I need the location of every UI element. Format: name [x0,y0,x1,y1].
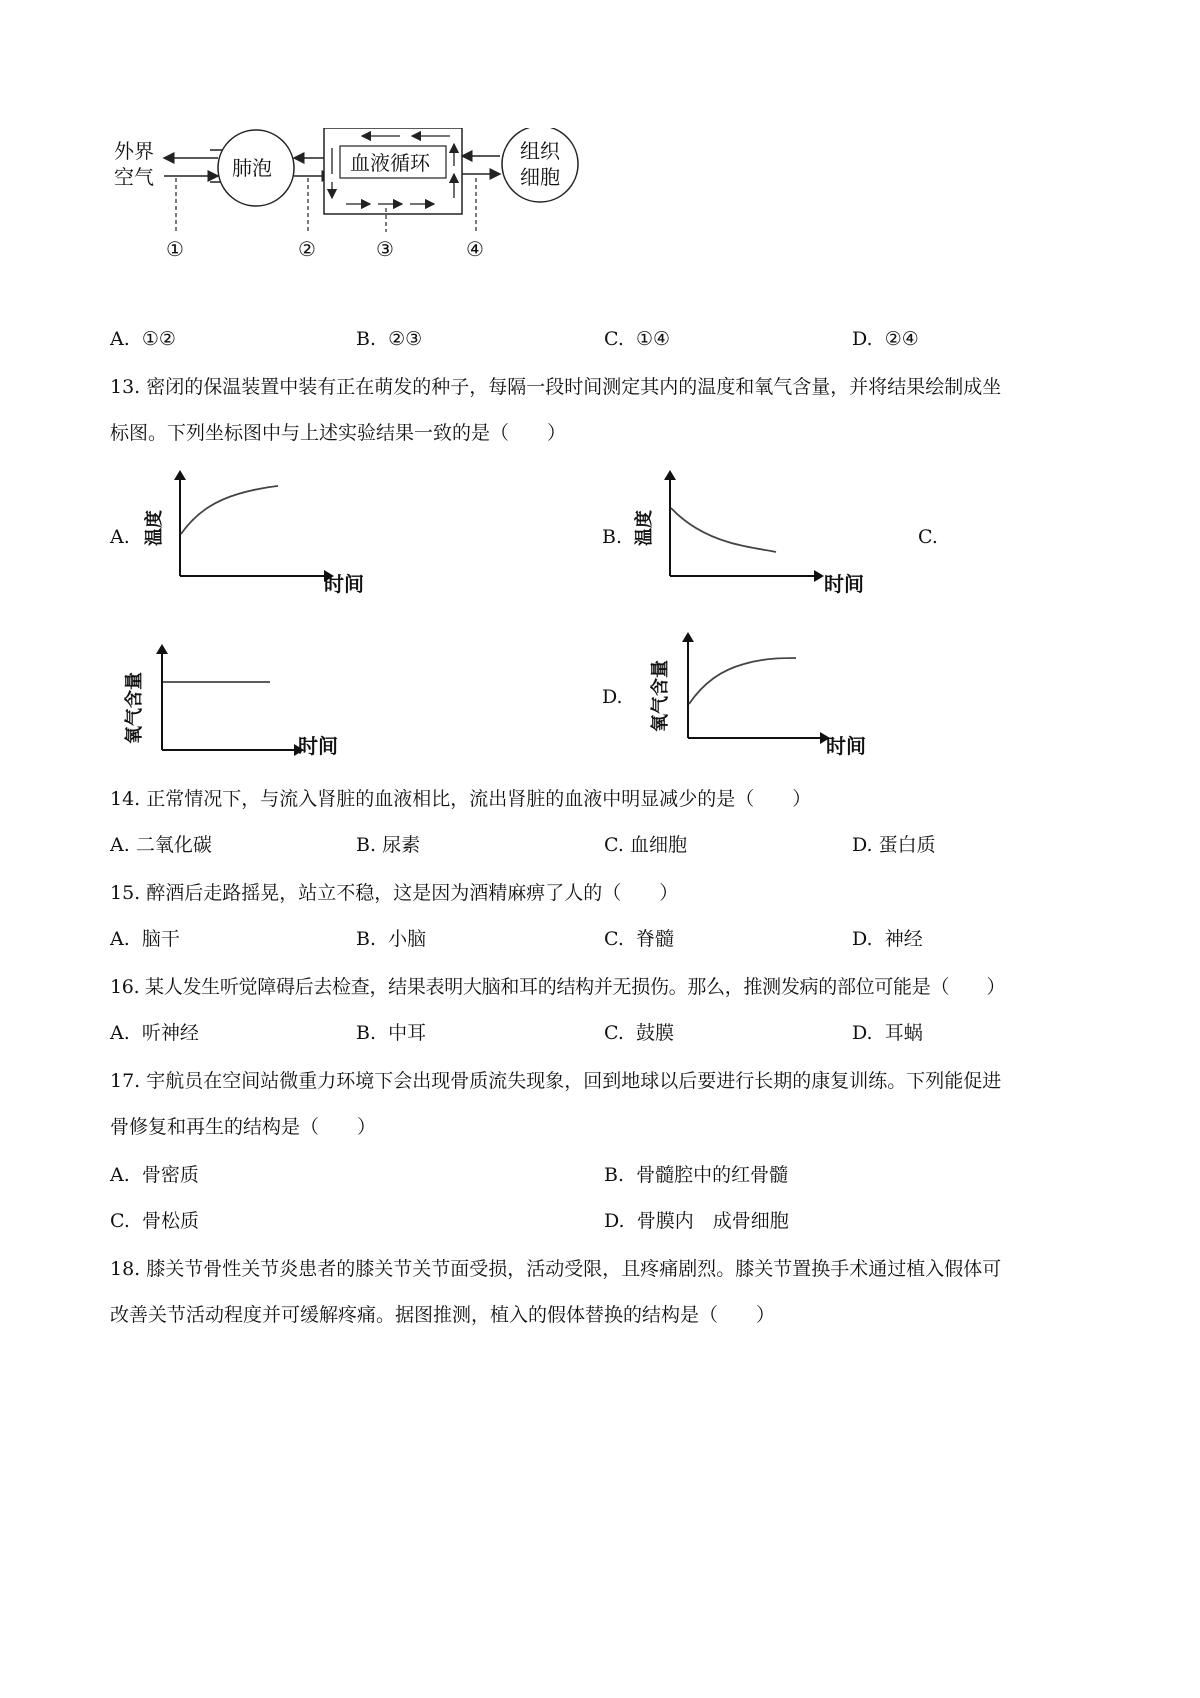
alveoli-label: 肺泡 [232,156,272,180]
q17-stem-line1: 17. 宇航员在空间站微重力环境下会出现骨质流失现象，回到地球以后要进行长期的康复训练。下列能促进 [110,1070,1002,1092]
q13-stem-line2: 标图。下列坐标图中与上述实验结果一致的是（ ） [110,422,567,444]
option-text: 血细胞 [629,834,687,856]
q13-option-a-letter[interactable]: A. [110,526,130,548]
q16-option-a[interactable] [110,1020,199,1046]
q17-option-b[interactable] [604,1162,788,1188]
q16-option-b[interactable] [356,1020,426,1046]
q14-option-a[interactable] [110,832,212,858]
option-letter: D. [852,328,873,350]
circulation-label: 血液循环 [350,151,430,175]
option-text: ①④ [636,328,671,350]
graph-c-ylabel: 氧气含量 [124,672,145,744]
respiration-diagram [110,128,630,288]
option-letter: C. [604,834,624,856]
q12-option-d[interactable] [852,326,919,352]
marker-1: ① [166,237,184,261]
option-text: 尿素 [382,834,421,856]
q12-option-a[interactable] [110,326,176,352]
q16-option-d[interactable] [852,1020,923,1046]
q13-stem-line1: 13. 密闭的保温装置中装有正在萌发的种子，每隔一段时间测定其内的温度和氧气含量，并将结果绘制成坐 [110,376,1002,398]
q13-option-d-letter[interactable]: D. [602,686,623,708]
option-letter: A. [110,834,130,856]
graph-d-xlabel-text: 时间 [826,734,866,758]
option-letter: C. [604,928,624,950]
q18-stem-line2: 改善关节活动程度并可缓解疼痛。据图推测，植入的假体替换的结构是（ ） [110,1304,776,1326]
option-letter: D. [604,1210,625,1232]
graph-b-xlabel-text: 时间 [824,572,864,596]
option-letter: A. [110,928,130,950]
marker-4: ④ [466,237,484,261]
option-text: 脊髓 [636,928,675,950]
option-letter: B. [356,328,377,350]
option-letter: C. [604,1022,624,1044]
marker-3: ③ [376,237,394,261]
option-letter: A. [110,1022,130,1044]
option-letter: C. [604,328,624,350]
option-text: 中耳 [388,1022,427,1044]
graph-a-ylabel: 温度 [144,510,165,546]
curve-oxygen-rising [689,658,796,704]
option-letter: B. [356,1022,377,1044]
q14-option-d[interactable] [852,832,936,858]
option-letter: B. [356,834,377,856]
graph-d-ylabel: 氧气含量 [650,660,671,732]
option-text: 听神经 [141,1022,199,1044]
option-text: 骨膜内 成骨细胞 [636,1210,789,1232]
option-letter: D. [852,928,873,950]
option-letter: D. [852,834,873,856]
option-text: ②③ [388,328,423,350]
q17-stem-line2: 骨修复和再生的结构是（ ） [110,1116,377,1138]
option-letter: D. [852,1022,873,1044]
q17-option-d[interactable] [604,1208,789,1234]
option-text: ①② [141,328,176,350]
option-text: 脑干 [141,928,180,950]
option-letter: C. [110,1210,130,1232]
q12-option-c[interactable] [604,326,670,352]
q12-option-b[interactable] [356,326,422,352]
option-letter: B. [356,928,377,950]
option-text: 骨密质 [141,1164,199,1186]
graph-b-ylabel: 温度 [634,510,655,546]
q16-option-c[interactable] [604,1020,674,1046]
q14-stem: 14. 正常情况下，与流入肾脏的血液相比，流出肾脏的血液中明显减少的是（ ） [110,788,812,810]
option-text: 耳蜗 [884,1022,923,1044]
curve-temperature-rising [181,486,278,534]
option-text: 神经 [884,928,923,950]
option-text: 骨松质 [142,1210,200,1232]
option-text: 骨髓腔中的红骨髓 [636,1164,789,1186]
tissue-label-2: 细胞 [520,165,560,189]
q18-stem-line1: 18. 膝关节骨性关节炎患者的膝关节关节面受损，活动受限，且疼痛剧烈。膝关节置换手术通过植入假体可 [110,1258,1002,1280]
q15-option-a[interactable] [110,926,180,952]
option-letter: A. [110,1164,130,1186]
outside-air-label-1: 外界 [114,139,154,163]
q17-option-a[interactable] [110,1162,199,1188]
graph-c-xlabel-text: 时间 [298,734,338,758]
option-letter: A. [110,328,130,350]
q14-option-b[interactable] [356,832,420,858]
curve-temperature-falling [671,508,776,552]
q17-option-c[interactable] [110,1208,199,1234]
option-text: ②④ [884,328,919,350]
q13-option-b-letter[interactable]: B. [602,526,623,548]
graph-a-xlabel-text: 时间 [324,572,364,596]
q15-option-d[interactable] [852,926,923,952]
marker-2: ② [298,237,316,261]
option-letter: B. [604,1164,625,1186]
q15-stem: 15. 醉酒后走路摇晃，站立不稳，这是因为酒精麻痹了人的（ ） [110,882,679,904]
q15-option-b[interactable] [356,926,426,952]
q16-stem: 16. 某人发生听觉障碍后去检查，结果表明大脑和耳的结构并无损伤。那么，推测发病的部位可能是（ ） [110,976,1006,998]
option-text: 小脑 [388,928,427,950]
option-text: 蛋白质 [878,834,936,856]
tissue-label-1: 组织 [520,139,560,163]
q13-option-c-letter[interactable]: C. [918,526,938,548]
option-text: 二氧化碳 [135,834,212,856]
outside-air-label-2: 空气 [114,165,154,189]
option-text: 鼓膜 [636,1022,675,1044]
q15-option-c[interactable] [604,926,674,952]
q14-option-c[interactable] [604,832,687,858]
